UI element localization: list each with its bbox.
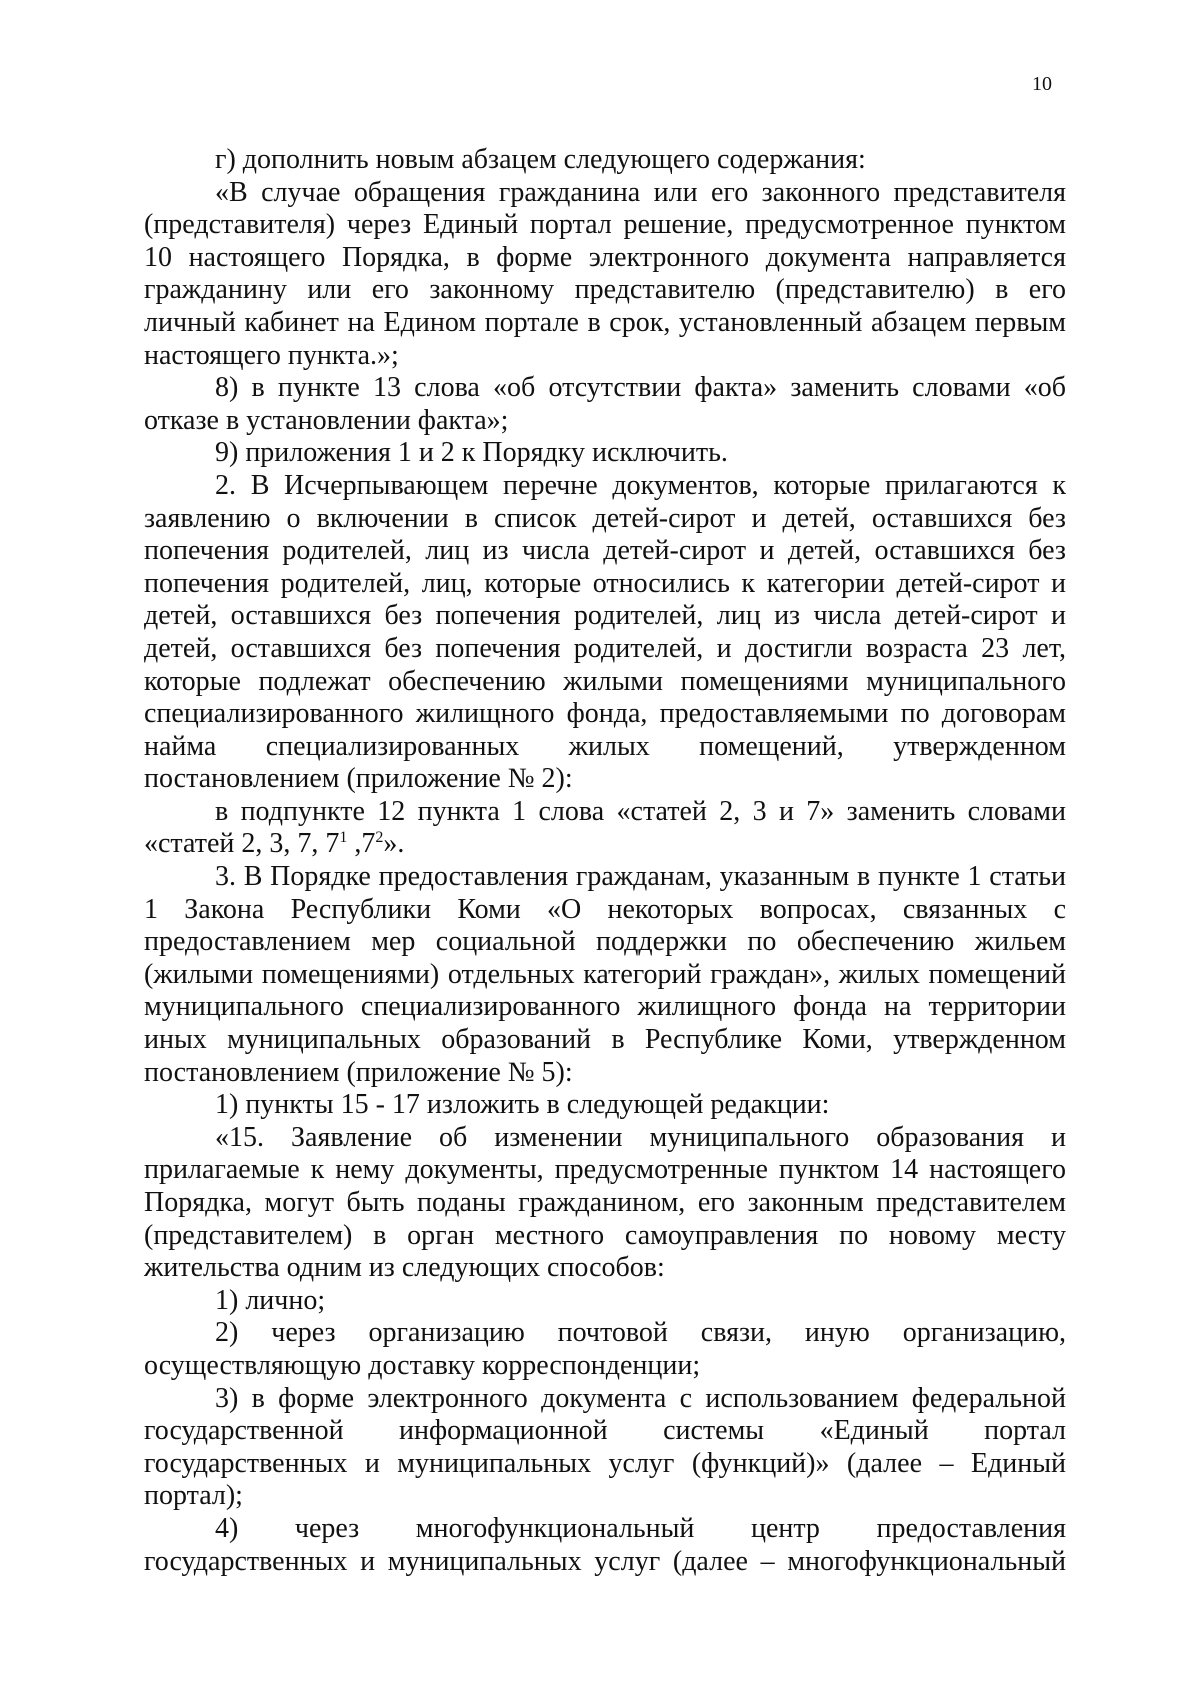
superscript-1: 1 bbox=[339, 829, 348, 847]
document-body bbox=[144, 144, 1066, 1578]
articles-suffix: ». bbox=[383, 828, 405, 860]
paragraph-10: 1) лично; bbox=[215, 1284, 326, 1316]
paragraph-12: 3) в форме электронного документа с использованием федеральной государственной информационной системы «Единый портал государственных и муниципальных услуг (функций)» (далее – Единый портал); bbox=[144, 1382, 1066, 1512]
superscript-2: 2 bbox=[375, 829, 384, 847]
paragraph-1: г) дополнить новым абзацем следующего содержания: bbox=[215, 144, 866, 175]
paragraph-3: 8) в пункте 13 слова «об отсутствии факта» заменить словами «об отказе в установлении факта»; bbox=[144, 372, 1066, 436]
paragraph-13 bbox=[144, 1513, 1066, 1578]
paragraph-11: 2) через организацию почтовой связи, иную организацию, осуществляющую доставку корреспонденции; bbox=[144, 1317, 1066, 1381]
paragraph-6-line-2 bbox=[144, 828, 1066, 861]
paragraph-4: 9) приложения 1 и 2 к Порядку исключить. bbox=[215, 437, 728, 469]
paragraph-13-line-2: государственных и муниципальных услуг (далее – многофункциональный bbox=[144, 1545, 1066, 1577]
paragraph-2: «В случае обращения гражданина или его законного представителя (представителя) через Единый портал решение, предусмотренное пунктом 10 настоящего Порядка, в форме электронного документа направляется гражданину или его законному представителю (представителю) в его личный кабинет на Едином портале в срок, установленный абзацем первым настоящего пункта.»; bbox=[144, 176, 1066, 371]
articles-prefix: «статей 2, 3, 7, 7 bbox=[144, 828, 340, 860]
page-number: 10 bbox=[1032, 73, 1052, 95]
paragraph-6-line-1: в подпункте 12 пункта 1 слова «статей 2, 3 и 7» заменить словами bbox=[215, 795, 1066, 827]
paragraph-6 bbox=[144, 796, 1066, 861]
paragraph-5: 2. В Исчерпывающем перечне документов, которые прилагаются к заявлению о включении в список детей-сирот и детей, оставшихся без попечения родителей, лиц из числа детей-сирот и детей, оставшихся без попечения родителей, лиц, которые относились к категории детей-сирот и детей, оставшихся без попечения родителей, лиц из числа детей-сирот и детей, оставшихся без попечения родителей, и достигли возраста 23 лет, которые подлежат обеспечению жилыми помещениями муниципального специализированного жилищного фонда, предоставляемыми по договорам найма специализированных жилых помещений, утвержденном постановлением (приложение № 2): bbox=[144, 469, 1066, 795]
paragraph-13-line-1: 4) через многофункциональный центр предоставления bbox=[215, 1512, 1066, 1544]
paragraph-8: 1) пункты 15 - 17 изложить в следующей редакции: bbox=[215, 1089, 830, 1121]
articles-middle: ,7 bbox=[347, 828, 376, 860]
paragraph-7: 3. В Порядке предоставления гражданам, указанным в пункте 1 статьи 1 Закона Республики Коми «О некоторых вопросах, связанных с предоставлением мер социальной поддержки по обеспечению жильем (жилыми помещениями) отдельных категорий граждан», жилых помещений муниципального специализированного жилищного фонда на территории иных муниципальных образований в Республике Коми, утвержденном постановлением (приложение № 5): bbox=[144, 861, 1066, 1088]
paragraph-9: «15. Заявление об изменении муниципального образования и прилагаемые к нему документы, предусмотренные пунктом 14 настоящего Порядка, могут быть поданы гражданином, его законным представителем (представителем) в орган местного самоуправления по новому месту жительства одним из следующих способов: bbox=[144, 1121, 1066, 1284]
